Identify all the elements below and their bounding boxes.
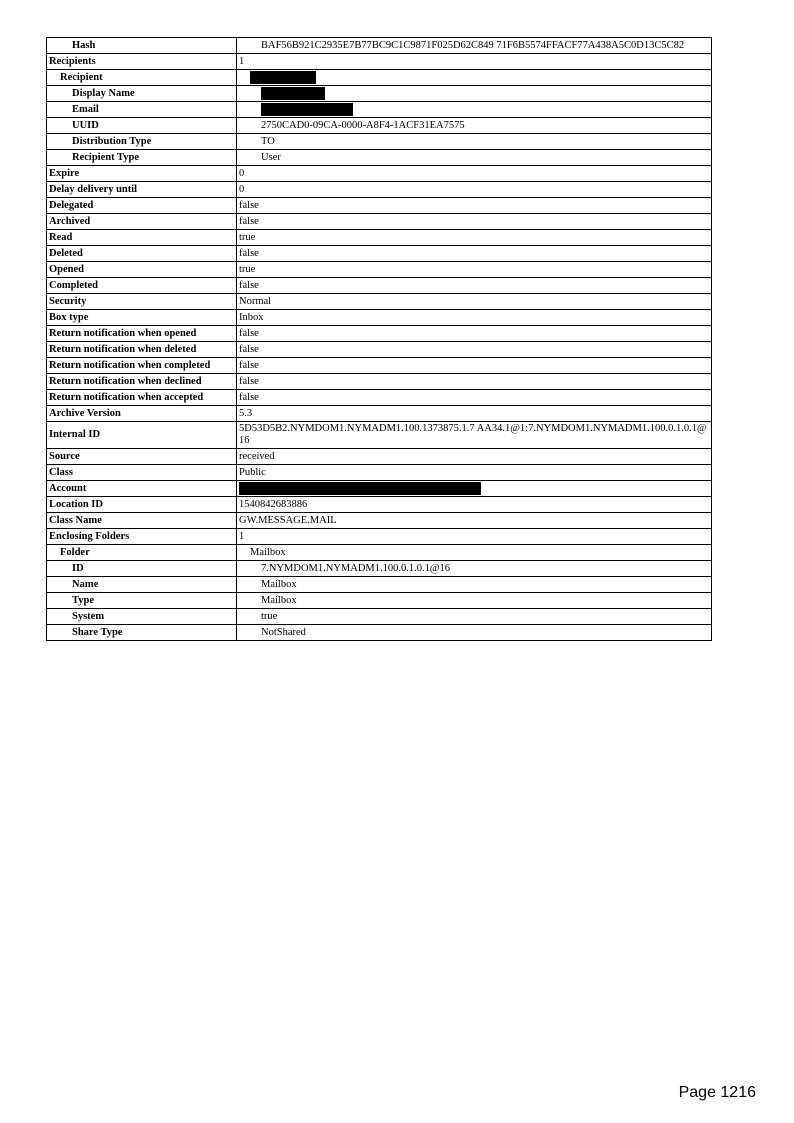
property-key: Expire xyxy=(47,166,237,182)
table-row xyxy=(47,214,712,230)
table-row xyxy=(47,449,712,465)
table-row xyxy=(47,326,712,342)
property-value: 1540842683886 xyxy=(237,497,712,513)
property-key: Account xyxy=(47,481,237,497)
property-value: true xyxy=(237,230,712,246)
table-row xyxy=(47,465,712,481)
property-value: User xyxy=(237,150,712,166)
properties-table-body xyxy=(47,38,712,641)
table-row xyxy=(47,545,712,561)
property-value xyxy=(237,481,712,497)
table-row xyxy=(47,38,712,54)
property-key: Delay delivery until xyxy=(47,182,237,198)
property-value: Mailbox xyxy=(237,545,712,561)
property-value: 0 xyxy=(237,182,712,198)
property-value: true xyxy=(237,262,712,278)
property-key: Deleted xyxy=(47,246,237,262)
table-row xyxy=(47,358,712,374)
property-key: Security xyxy=(47,294,237,310)
redaction-block xyxy=(250,71,316,84)
property-key: Return notification when accepted xyxy=(47,390,237,406)
property-key: Recipient xyxy=(47,70,237,86)
property-key: Recipients xyxy=(47,54,237,70)
redaction-block xyxy=(239,482,481,495)
property-value: Inbox xyxy=(237,310,712,326)
property-key: Return notification when completed xyxy=(47,358,237,374)
property-value: false xyxy=(237,326,712,342)
table-row xyxy=(47,561,712,577)
property-value: BAF56B921C2935E7B77BC9C1C9871F025D62C849 71F6B5574FFACF77A438A5C0D13C5C82 xyxy=(237,38,712,54)
table-row xyxy=(47,278,712,294)
property-value: NotShared xyxy=(237,625,712,641)
property-key: ID xyxy=(47,561,237,577)
property-value: TO xyxy=(237,134,712,150)
property-value xyxy=(237,70,712,86)
table-row xyxy=(47,310,712,326)
property-value: Normal xyxy=(237,294,712,310)
property-value: false xyxy=(237,374,712,390)
property-key: Box type xyxy=(47,310,237,326)
table-row xyxy=(47,230,712,246)
table-row xyxy=(47,294,712,310)
table-row xyxy=(47,374,712,390)
redaction-block xyxy=(261,87,325,100)
table-row xyxy=(47,422,712,449)
property-value: false xyxy=(237,198,712,214)
table-row xyxy=(47,609,712,625)
property-value: Public xyxy=(237,465,712,481)
table-row xyxy=(47,625,712,641)
property-key: Recipient Type xyxy=(47,150,237,166)
table-row xyxy=(47,497,712,513)
table-row xyxy=(47,342,712,358)
property-key: Archived xyxy=(47,214,237,230)
property-value: false xyxy=(237,342,712,358)
property-value: Mailbox xyxy=(237,577,712,593)
property-key: Delegated xyxy=(47,198,237,214)
property-value: received xyxy=(237,449,712,465)
property-value: false xyxy=(237,278,712,294)
property-value: true xyxy=(237,609,712,625)
property-value: false xyxy=(237,214,712,230)
property-key: Name xyxy=(47,577,237,593)
property-key: Class xyxy=(47,465,237,481)
property-key: System xyxy=(47,609,237,625)
property-key: Return notification when declined xyxy=(47,374,237,390)
property-key: Distribution Type xyxy=(47,134,237,150)
property-value xyxy=(237,86,712,102)
page-number: Page 1216 xyxy=(678,1084,756,1101)
property-value: 1 xyxy=(237,54,712,70)
properties-table xyxy=(46,37,712,641)
property-key: Source xyxy=(47,449,237,465)
property-key: Email xyxy=(47,102,237,118)
table-row xyxy=(47,102,712,118)
property-key: Return notification when opened xyxy=(47,326,237,342)
property-key: Return notification when deleted xyxy=(47,342,237,358)
table-row xyxy=(47,529,712,545)
property-key: Archive Version xyxy=(47,406,237,422)
table-row xyxy=(47,86,712,102)
property-key: Type xyxy=(47,593,237,609)
table-row xyxy=(47,577,712,593)
property-key: Opened xyxy=(47,262,237,278)
property-key: Location ID xyxy=(47,497,237,513)
property-value: 2750CAD0-09CA-0000-A8F4-1ACF31EA7575 xyxy=(237,118,712,134)
property-value: Mailbox xyxy=(237,593,712,609)
property-key: Internal ID xyxy=(47,422,237,449)
table-row xyxy=(47,390,712,406)
property-value: false xyxy=(237,246,712,262)
table-row xyxy=(47,481,712,497)
property-value: 5D53D5B2.NYMDOM1.NYMADM1.100.1373875.1.7 AA34.1@1:7.NYMDOM1.NYMADM1.100.0.1.0.1@16 xyxy=(237,422,712,449)
property-value: 7.NYMDOM1.NYMADM1.100.0.1.0.1@16 xyxy=(237,561,712,577)
property-value: 5.3 xyxy=(237,406,712,422)
property-key: Display Name xyxy=(47,86,237,102)
table-row xyxy=(47,406,712,422)
property-value xyxy=(237,102,712,118)
table-row xyxy=(47,593,712,609)
property-key: Enclosing Folders xyxy=(47,529,237,545)
table-row xyxy=(47,150,712,166)
property-key: Share Type xyxy=(47,625,237,641)
property-key: Completed xyxy=(47,278,237,294)
property-value: 1 xyxy=(237,529,712,545)
table-row xyxy=(47,134,712,150)
property-key: Read xyxy=(47,230,237,246)
property-value: 0 xyxy=(237,166,712,182)
table-row xyxy=(47,54,712,70)
table-row xyxy=(47,513,712,529)
table-row xyxy=(47,198,712,214)
table-row xyxy=(47,70,712,86)
table-row xyxy=(47,182,712,198)
property-key: Class Name xyxy=(47,513,237,529)
table-row xyxy=(47,262,712,278)
table-row xyxy=(47,246,712,262)
table-row xyxy=(47,118,712,134)
property-key: Hash xyxy=(47,38,237,54)
property-value: GW.MESSAGE.MAIL xyxy=(237,513,712,529)
table-row xyxy=(47,166,712,182)
property-key: UUID xyxy=(47,118,237,134)
property-key: Folder xyxy=(47,545,237,561)
redaction-block xyxy=(261,103,353,116)
property-value: false xyxy=(237,358,712,374)
property-value: false xyxy=(237,390,712,406)
